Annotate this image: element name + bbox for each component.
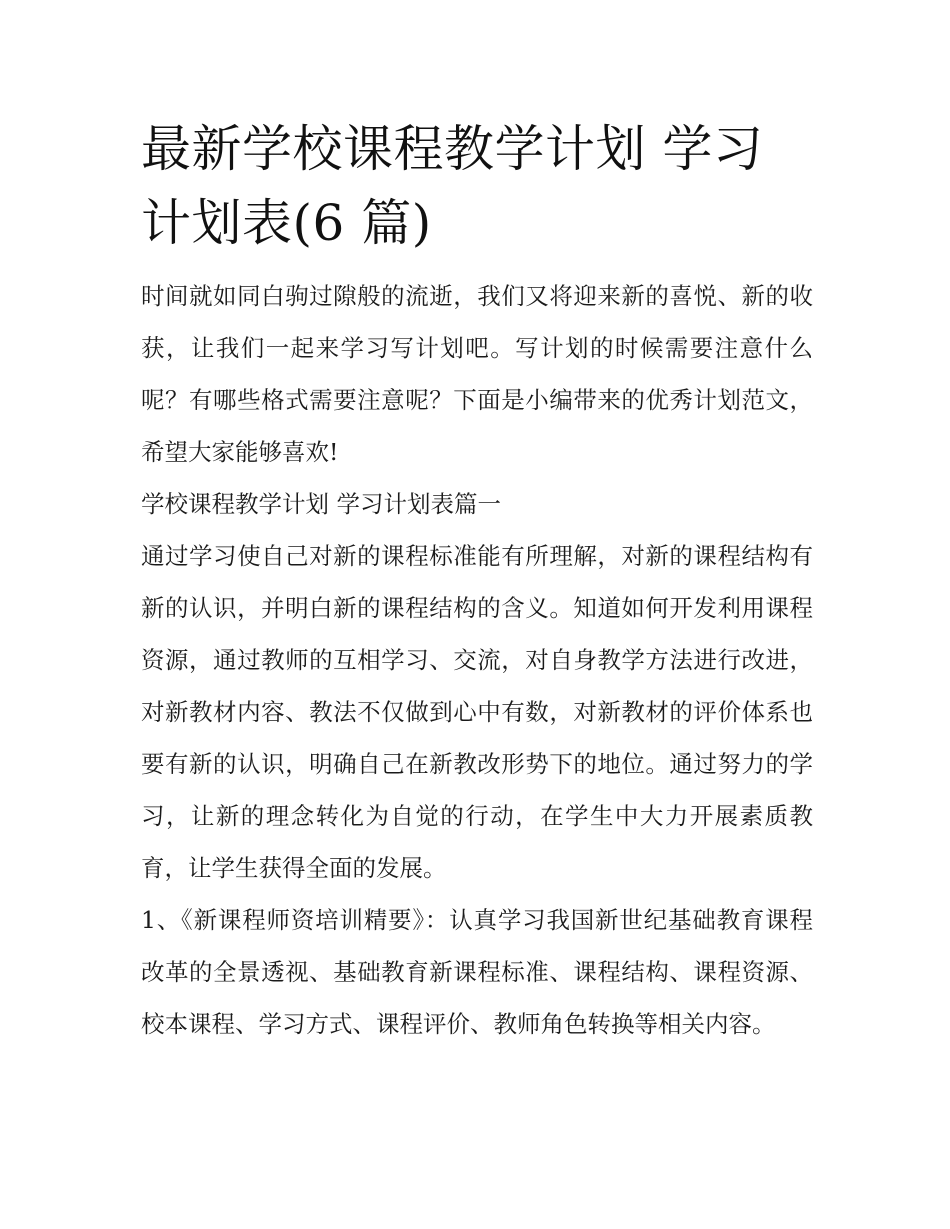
document-title: 最新学校课程教学计划 学习计划表(6 篇): [141, 120, 764, 252]
section-heading: 学校课程教学计划 学习计划表篇一: [141, 490, 501, 518]
document-body: [141, 112, 813, 1050]
section-paragraph: 通过学习使自己对新的课程标准能有所理解，对新的课程结构有新的认识，并明白新的课程结构的含义。知道如何开发利用课程资源，通过教师的互相学习、交流，对自身教学方法进行改进，对新教材内容、教法不仅做到心中有数，对新教材的评价体系也要有新的认识，明确自己在新教改形势下的地位。通过努力的学习，让新的理念转化为自觉的行动，在学生中大力开展素质教育，让学生获得全面的发展。: [141, 542, 813, 882]
intro-paragraph: 时间就如同白驹过隙般的流逝，我们又将迎来新的喜悦、新的收获，让我们一起来学习写计划吧。写计划的时候需要注意什么呢？有哪些格式需要注意呢？下面是小编带来的优秀计划范文，希望大家能够喜欢!: [141, 282, 813, 466]
list-item: 1、《新课程师资培训精要》：认真学习我国新世纪基础教育课程改革的全景透视、基础教育新课程标准、课程结构、课程资源、校本课程、学习方式、课程评价、教师角色转换等相关内容。: [141, 906, 813, 1038]
